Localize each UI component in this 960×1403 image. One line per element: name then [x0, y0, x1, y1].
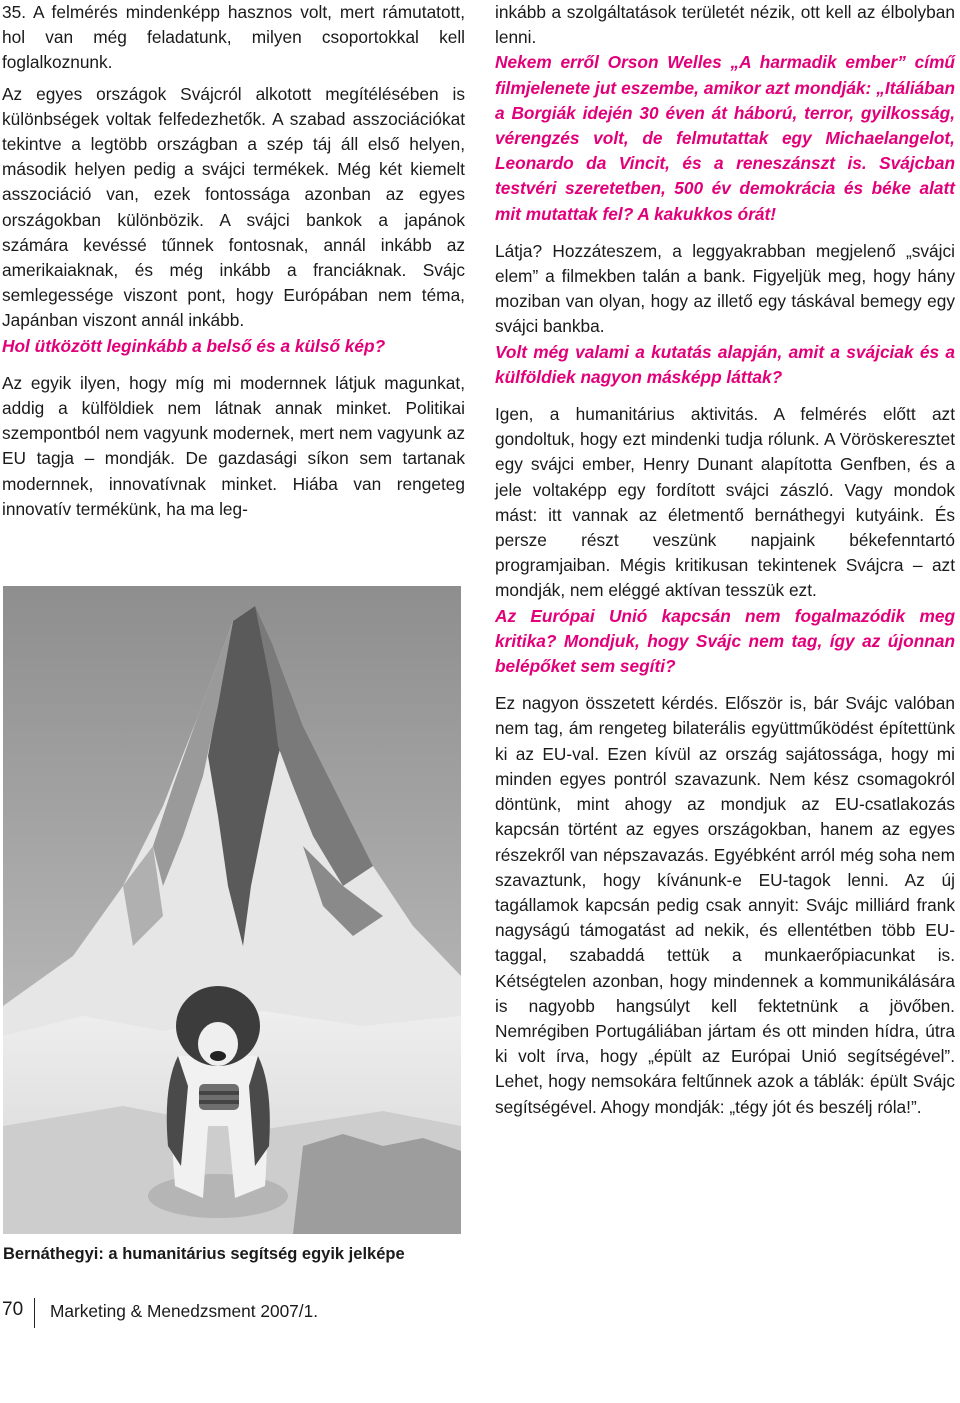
page-footer	[0, 1298, 500, 1328]
journal-title: Marketing & Menedzsment 2007/1.	[50, 1301, 319, 1321]
paragraph: Ez nagyon összetett kérdés. Először is, bár Svájc valóban nem tag, ám rengeteg bilaterális együttműködést építettünk ki az EU-val. Ezen kívül az ország sajátossága, hogy mi minden egyes pontról szavazunk. Nem kész csomagokról döntünk, mint ahogy az mondjuk az EU-csatlakozás kapcsán történt az egyes országokban, hanem az egyes részekről van népszavazás. Egyébként arról még soha nem szavaztunk, hogy kívánunk-e EU-tagok lenni. Az új tagállamok kapcsán pedig csak annyit: Svájc milliárd frank nagyságú támogatást ad nekik, és ellentétben több EU-taggal, szabaddá tettük a munkaerőpiacunkat is. Kétségtelen azonban, hogy mindennek a kommunikálására is nagyobb hangsúlyt kell fektetnünk a jövőben. Nemrégiben Portugáliában jártam és ott minden hídra, útra ki volt írva, hogy „épült az Európai Unió segítségével”. Lehet, hogy nemsokára feltűnnek azok a táblák: épült Svájc segítségével. Ahogy mondják: „tégy jót és beszélj róla!”.	[495, 693, 955, 1117]
paragraph: inkább a szolgáltatások területét nézik, ott kell az élbolyban lenni.	[495, 2, 955, 48]
paragraph: Igen, a humanitárius aktivitás. A felmérés előtt azt gondoltuk, hogy ezt mindenki tudja rólunk. A Vöröskeresztet egy svájci ember, Henry Dunant alapította Genfben, és a jele voltaképp egy fordított svájci zászló. Vagy mondok mást: itt vannak az életmentő bernáthegyi kutyáink. És persze részt veszünk napjaink békefenntartó programjaiban. Mégis kritikusan tekintenek Svájcra – azt mondják, nem eléggé aktívan tesszük ezt.	[495, 404, 955, 601]
page-number: 70	[2, 1299, 24, 1320]
photo-st-bernard-matterhorn	[3, 586, 461, 1234]
interview-question: Az Európai Unió kapcsán nem fogalmazódik meg kritika? Mondjuk, hogy Svájc nem tag, így az újonnan belépőket sem segíti?	[495, 605, 955, 677]
paragraph: Látja? Hozzáteszem, a leggyakrabban megjelenő „svájci elem” a filmekben talán a bank. Figyeljük meg, hogy hány moziban van olyan, hogy az illető egy táskával bemegy egy svájci bankba.	[495, 240, 955, 337]
paragraph: Az egyik ilyen, hogy míg mi modernnek látjuk magunkat, addig a külföldiek nem látnak annak minket. Politikai szempontból nem vagyunk modernek, mert nem vagyunk az EU tagja – mondják. De gazdasági síkon sem tartanak modernnek, innovatívnak minket. Hiába van rengeteg innovatív termékünk, ha ma leg-	[2, 372, 465, 519]
photo-caption: Bernáthegyi: a humanitárius segítség egyik jelképe	[3, 1245, 405, 1263]
left-column	[2, 0, 465, 522]
interview-question: Hol ütközött leginkább a belső és a külső kép?	[2, 335, 386, 356]
photo-illustration	[3, 586, 461, 1234]
interview-question: Volt még valami a kutatás alapján, amit a svájciak és a külföldiek nagyon másképp láttak?	[495, 341, 955, 387]
right-column	[495, 0, 955, 1120]
paragraph: 35. A felmérés mindenképp hasznos volt, mert rámutatott, hol van még feladatunk, milyen csoportokkal kell foglalkoznunk.	[2, 2, 465, 73]
interview-question: Nekem erről Orson Welles „A harmadik ember” című filmjelenete jut eszembe, amikor azt mondják: „Itáliában a Borgiák idején 30 éven át háború, terror, gyilkosság, vérengzés volt, de felmutattak egy Michaelangelot, Leonardo da Vincit, és a reneszánszt is. Svájcban testvéri szeretetben, 500 év demokrácia és béke alatt mit mutattak fel? A kakukkos órát!	[495, 52, 955, 224]
paragraph: Az egyes országok Svájcról alkotott megítélésében is különbségek voltak felfedezhetők. A szabad asszociációkat tekintve a legtöbb országban a szép táj áll első helyen, második helyen pedig a svájci termékek. Még két kiemelt asszociáció van, ezek fontossága azonban az egyes országokban különbözik. A svájci bankok a japánok számára kevéssé tűnnek fontosnak, annál inkább az amerikaiaknak, és még inkább a franciáknak. Svájc semlegessége viszont pont, hogy Európában nem téma, Japánban viszont annál inkább.	[2, 83, 465, 331]
footer-divider	[34, 1298, 35, 1328]
